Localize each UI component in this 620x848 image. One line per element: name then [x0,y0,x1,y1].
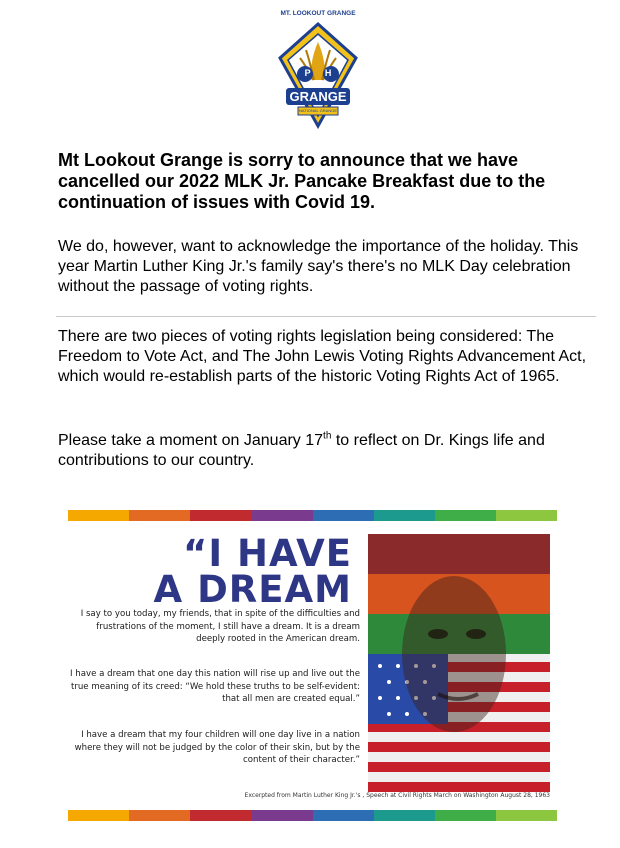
stripe-segment [374,510,435,521]
divider [56,316,596,317]
reflection-superscript: th [323,430,332,442]
stripe-segment [435,510,496,521]
reflection-paragraph [58,431,603,471]
poster-stripe-top [68,510,557,521]
stripe-segment [496,810,557,821]
poster-quote-2: I have a dream that one day this nation will rise up and live out the true meaning of its creed: “We hold these truths to be self-evident: that all men are created equal.” [70,669,360,705]
headline: Mt Lookout Grange is sorry to announce that we have cancelled our 2022 MLK Jr. Pancake Breakfast due to the continuation of issues with Covid 19. [58,150,546,212]
grange-logo [268,6,368,136]
stripe-segment [313,810,374,821]
poster-title-line1: “I HAVE [183,532,352,575]
legislation-paragraph: There are two pieces of voting rights legislation being considered: The Freedom to Vote Act, and The John Lewis Voting Rights Advancement Act, which would re-establish parts of the historic Voting Rights Act of 1965. [58,328,587,385]
mlk-portrait-image [368,534,550,792]
acknowledgement-paragraph: We do, however, want to acknowledge the importance of the holiday. This year Martin Luther King Jr.'s family say's there's no MLK Day celebration without the passage of voting rights. [58,238,579,295]
dream-poster [68,510,557,826]
stripe-segment [435,810,496,821]
poster-credit: Excerpted from Martin Luther King Jr.'s , Speech at Civil Rights March on Washington August 28, 1963 [244,792,550,799]
logo-top-text: MT. LOOKOUT GRANGE [280,10,356,17]
logo-bottom-text: NATIONAL GRANGE [298,108,337,113]
stripe-segment [251,510,312,521]
stripe-segment [190,810,251,821]
reflection-text-start: Please take a moment on January 17 [58,432,324,449]
poster-title-line2: A DREAM [153,568,352,611]
stripe-segment [129,810,190,821]
stripe-segment [496,510,557,521]
stripe-segment [190,510,251,521]
logo-banner: GRANGE [289,89,347,104]
poster-quote-3: I have a dream that my four children will one day live in a nation where they will not be judged by the color of their skin, but by the content of their character.” [74,730,360,766]
stripe-segment [251,810,312,821]
stripe-segment [374,810,435,821]
stripe-segment [313,510,374,521]
poster-stripe-bottom [68,810,557,821]
logo-letters: P H [304,68,332,78]
stripe-segment [68,810,129,821]
poster-quote-1: I say to you today, my friends, that in spite of the difficulties and frustrations of the moment, I still have a dream. It is a dream deeply rooted in the American dream. [80,609,360,645]
stripe-segment [68,510,129,521]
stripe-segment [129,510,190,521]
reflection-text-end: to reflect on Dr. Kings life and contributions to our country. [58,432,545,469]
